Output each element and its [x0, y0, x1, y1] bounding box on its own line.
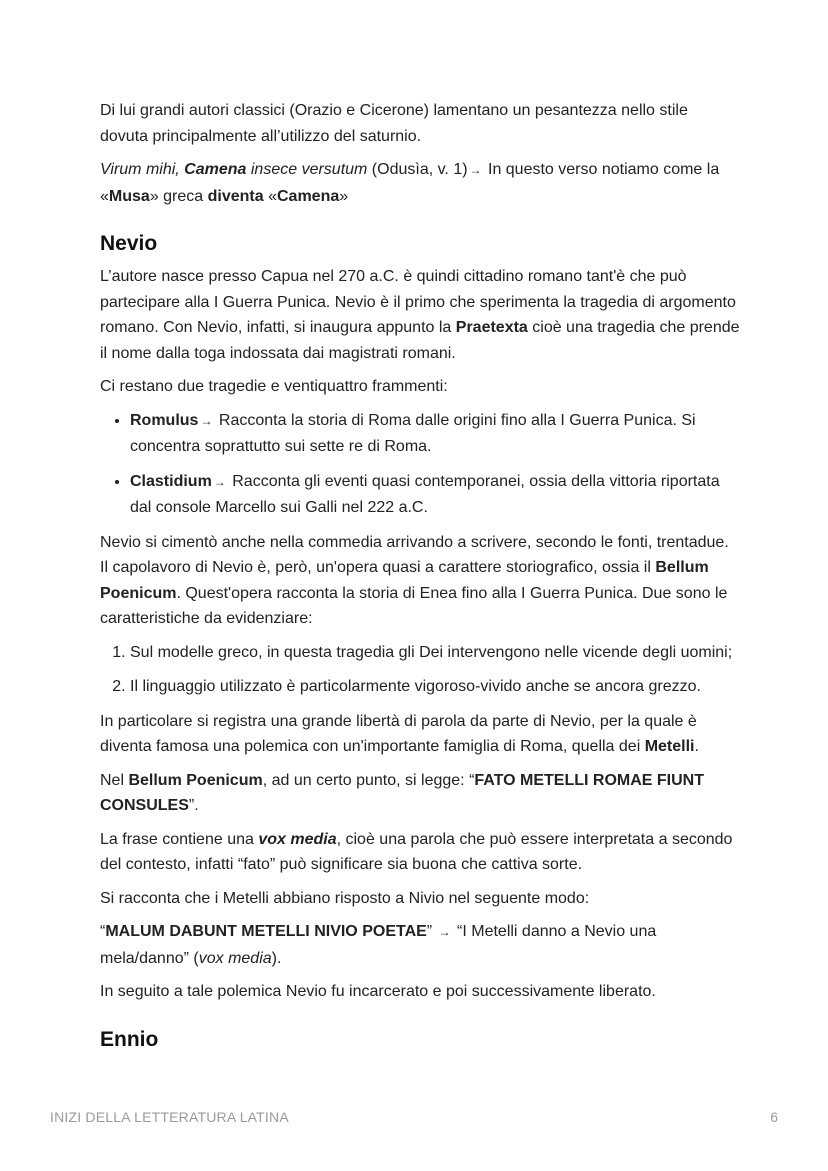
list-item-text: Racconta gli eventi quasi contemporanei, ossia della vittoria riportata dal console Marcello sui Galli nel 222 a.C.: [130, 472, 720, 516]
text-run: ”.: [188, 797, 199, 814]
paragraph-camena: [100, 157, 740, 209]
paragraph-risposta: Si racconta che i Metelli abbiano risposto a Nivio nel seguente modo:: [100, 889, 590, 907]
paragraph-incarcerato: In seguito a tale polemica Nevio fu incarcerato e poi successivamente liberato.: [100, 983, 656, 1000]
text-run: . Quest'opera racconta la storia di Enea fino alla I Guerra Punica. Due sono le caratteristiche da evidenziare:: [100, 584, 728, 627]
bold-camena: Camena: [276, 187, 340, 205]
paragraph-vox-media: [100, 827, 740, 878]
list-item: 2. Il linguaggio utilizzato è particolarmente vigoroso-vivido anche se ancora grezzo.: [130, 674, 740, 700]
page-number: 6: [770, 1109, 778, 1125]
arrow-icon: →: [200, 413, 213, 428]
text-run: ).: [271, 949, 282, 967]
bold-diventa: diventa: [207, 187, 264, 205]
arrow-icon: →: [438, 925, 451, 939]
paragraph-nevio-intro: [100, 264, 740, 366]
bold-metelli: Metelli: [644, 738, 695, 755]
text-run: »: [339, 187, 349, 205]
text-run: In questo verso notiamo come la «: [100, 161, 720, 205]
list-item: [130, 469, 740, 521]
text-run: cioè una tragedia che prende il nome dalla toga indossata dai magistrati romani.: [100, 319, 740, 362]
text-run: , ad un certo punto, si legge: “: [262, 771, 475, 789]
text-run: “I Metelli danno a Nevio una mela/danno” (: [100, 923, 657, 967]
paragraph-tragedie: Ci restano due tragedie e ventiquattro frammenti:: [100, 378, 448, 395]
tragedie-list: [100, 408, 740, 521]
heading-nevio: Nevio: [100, 232, 158, 255]
text-run: In particolare si registra una grande libertà di parola da parte di Nevio, per la quale è diventa famosa una polemica con un'importante famiglia di Roma, quella dei: [100, 712, 697, 755]
bold-bellum-poenicum: Bellum Poenicum: [100, 559, 709, 602]
text-run: .: [694, 738, 699, 755]
arrow-icon: →: [213, 474, 226, 489]
text-run: Nevio si cimentò anche nella commedia arrivando a scrivere, secondo le fonti, trentadue. Il capolavoro di Nevio è, però, un'opera quasi a carattere storiografico, ossia il: [100, 533, 729, 576]
bold-italic-vox-media: vox media: [258, 830, 337, 848]
bold-musa: Musa: [108, 187, 150, 205]
paragraph-commedia: [100, 530, 740, 632]
bold-bellum-poenicum: Bellum Poenicum: [128, 771, 263, 789]
paragraph-fato: [100, 768, 740, 819]
text-run: L’autore nasce presso Capua nel 270 a.C. è quindi cittadino romano tant'è che può partecipare alla I Guerra Punica. Nevio è il primo che sperimenta la tragedia di argomento romano. Con Nevio, infatti, si inaugura appunto la: [100, 268, 736, 336]
verse-text: Virum mihi,: [100, 161, 185, 178]
heading-ennio: Ennio: [100, 1027, 159, 1051]
text-run: «: [263, 187, 277, 205]
paragraph-liberta: [100, 709, 740, 760]
list-item-title: Clastidium: [130, 472, 212, 490]
paragraph-malum: [100, 919, 740, 971]
text-run: La frase contiene una: [100, 830, 259, 848]
footer-title: INIZI DELLA LETTERATURA LATINA: [50, 1109, 289, 1125]
bold-quote-malum: MALUM DABUNT METELLI NIVIO POETAE: [105, 923, 427, 940]
caratteristiche-list: [100, 640, 740, 700]
text-run: “: [100, 923, 106, 940]
list-item: 1. Sul modelle greco, in questa tragedia gli Dei intervengono nelle vicende degli uomini;: [130, 640, 740, 666]
text-run: ”: [426, 923, 437, 940]
list-item-text: Racconta la storia di Roma dalle origini fino alla I Guerra Punica. Si concentra soprattutto sui sette re di Roma.: [130, 411, 696, 455]
italic-vox-media: vox media: [198, 949, 272, 967]
verse-source: (Odusìa, v. 1): [367, 161, 468, 178]
list-item: [130, 408, 740, 460]
bold-quote-fato: FATO METELLI ROMAE FIUNT CONSULES: [100, 771, 705, 814]
text-run: Nel: [100, 771, 129, 789]
text-run: » greca: [149, 187, 208, 205]
page-content: [100, 98, 740, 1060]
arrow-icon: →: [469, 163, 482, 177]
bold-praetexta: Praetexta: [455, 319, 528, 336]
verse-text-end: insece versutum: [246, 161, 368, 178]
text-run: , cioè una parola che può essere interpretata a secondo del contesto, infatti “fato” può significare sia buona che cattiva sorte.: [100, 830, 733, 873]
list-item-title: Romulus: [130, 411, 199, 429]
paragraph-saturnio: Di lui grandi autori classici (Orazio e Cicerone) lamentano un pesantezza nello stile dovuta principalmente all’utilizzo del saturnio.: [100, 102, 688, 145]
verse-camena: Camena: [184, 161, 247, 178]
